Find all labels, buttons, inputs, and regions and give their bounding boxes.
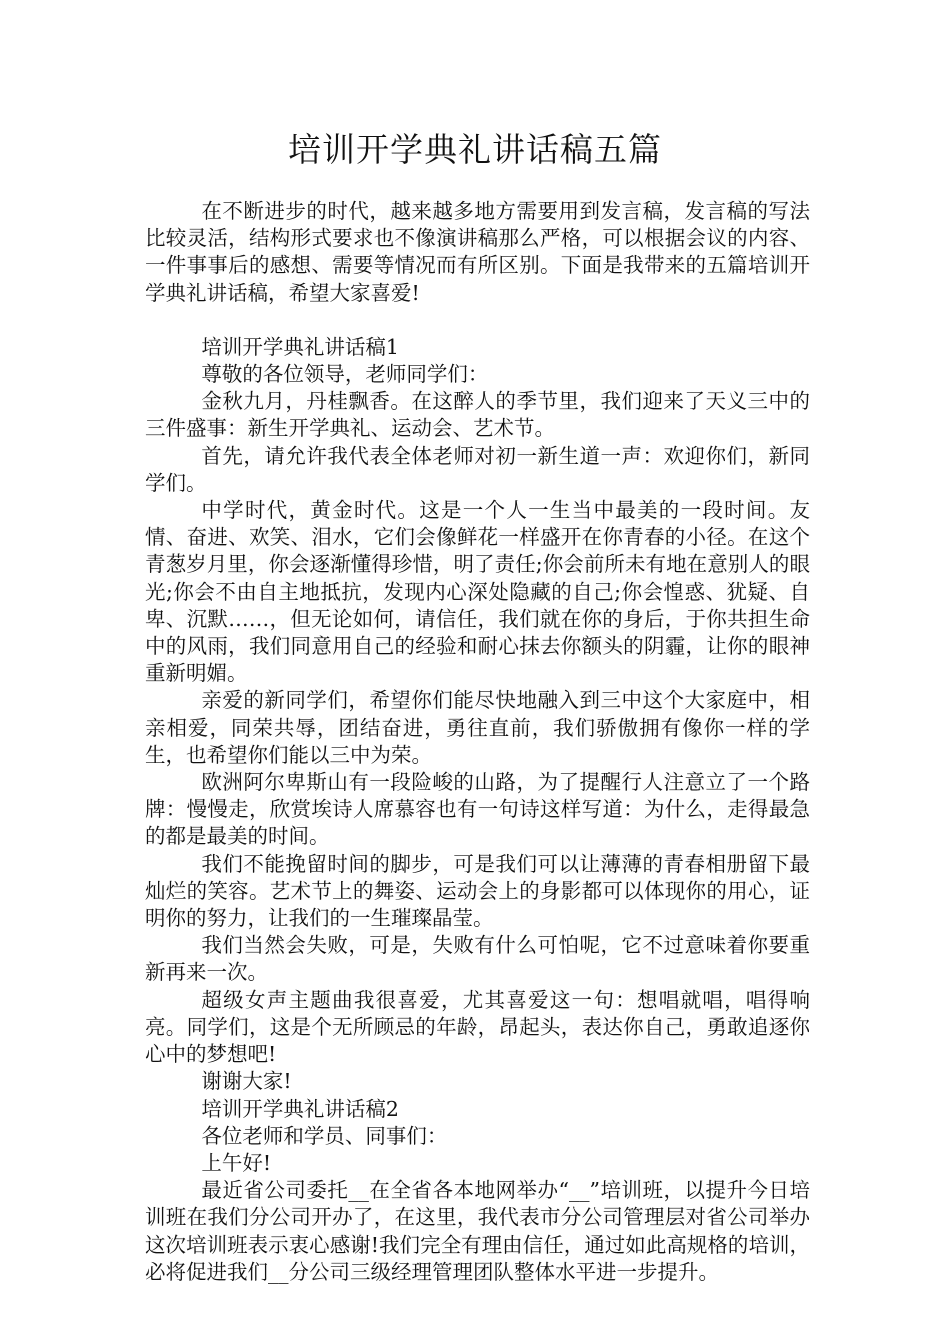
speech1-paragraph: 超级女声主题曲我很喜爱，尤其喜爱这一句：想唱就唱，唱得响亮。同学们，这是个无所顾忌的年龄，昂起头，表达你自己，勇敢追逐你心中的梦想吧! [145,987,810,1067]
speech1-paragraph: 金秋九月，丹桂飘香。在这醉人的季节里，我们迎来了天义三中的三件盛事：新生开学典礼、运动会、艺术节。 [145,389,810,441]
document-body [145,198,810,1286]
speech2-paragraph: 最近省公司委托__在全省各本地网举办“__”培训班，以提升今日培训班在我们分公司开办了，在这里，我代表市分公司管理层对省公司举办这次培训班表示衷心感谢!我们完全有理由信任，通过如此高规格的培训，必将促进我们__分公司三级经理管理团队整体水平进一步提升。 [145,1178,810,1284]
speech1-closing: 谢谢大家! [201,1069,292,1094]
document-title: 培训开学典礼讲话稿五篇 [288,130,662,169]
speech1-paragraph: 中学时代，黄金时代。这是一个人一生当中最美的一段时间。友情、奋进、欢笑、泪水，它们会像鲜花一样盛开在你青春的小径。在这个青葱岁月里，你会逐渐懂得珍惜，明了责任;你会前所未有地在意别人的眼光;你会不由自主地抵抗，发现内心深处隐藏的自己;你会惶惑、犹疑、自卑、沉默……，但无论如何，请信任，我们就在你的身后，于你共担生命中的风雨，我们同意用自己的经验和耐心抹去你额头的阴霾，让你的眼神重新明媚。 [145,498,810,686]
speech2-greeting: 各位老师和学员、同事们： [201,1123,448,1148]
speech2-heading: 培训开学典礼讲话稿2 [201,1096,399,1121]
speech1-paragraph: 亲爱的新同学们，希望你们能尽快地融入到三中这个大家庭中，相亲相爱，同荣共辱，团结奋进，勇往直前，我们骄傲拥有像你一样的学生，也希望你们能以三中为荣。 [145,688,810,767]
speech1-paragraph: 首先，请允许我代表全体老师对初一新生道一声：欢迎你们，新同学们。 [145,443,810,495]
speech1-paragraph: 我们当然会失败，可是，失败有什么可怕呢，它不过意味着你要重新再来一次。 [145,933,810,985]
speech1-paragraph: 欧洲阿尔卑斯山有一段险峻的山路，为了提醒行人注意立了一个路牌：慢慢走，欣赏埃诗人席慕容也有一句诗这样写道：为什么，走得最急的都是最美的时间。 [145,770,810,849]
speech2-salutation: 上午好! [201,1150,272,1175]
speech1-greeting: 尊敬的各位领导，老师同学们： [201,362,489,387]
intro-paragraph: 在不断进步的时代，越来越多地方需要用到发言稿，发言稿的写法比较灵活，结构形式要求也不像演讲稿那么严格，可以根据会议的内容、一件事事后的感想、需要等情况而有所区别。下面是我带来的五篇培训开学典礼讲话稿，希望大家喜爱! [145,199,810,305]
speech1-paragraph: 我们不能挽留时间的脚步，可是我们可以让薄薄的青春相册留下最灿烂的笑容。艺术节上的舞姿、运动会上的身影都可以体现你的用心，证明你的努力，让我们的一生璀璨晶莹。 [145,851,810,931]
speech1-heading: 培训开学典礼讲话稿1 [201,334,399,359]
